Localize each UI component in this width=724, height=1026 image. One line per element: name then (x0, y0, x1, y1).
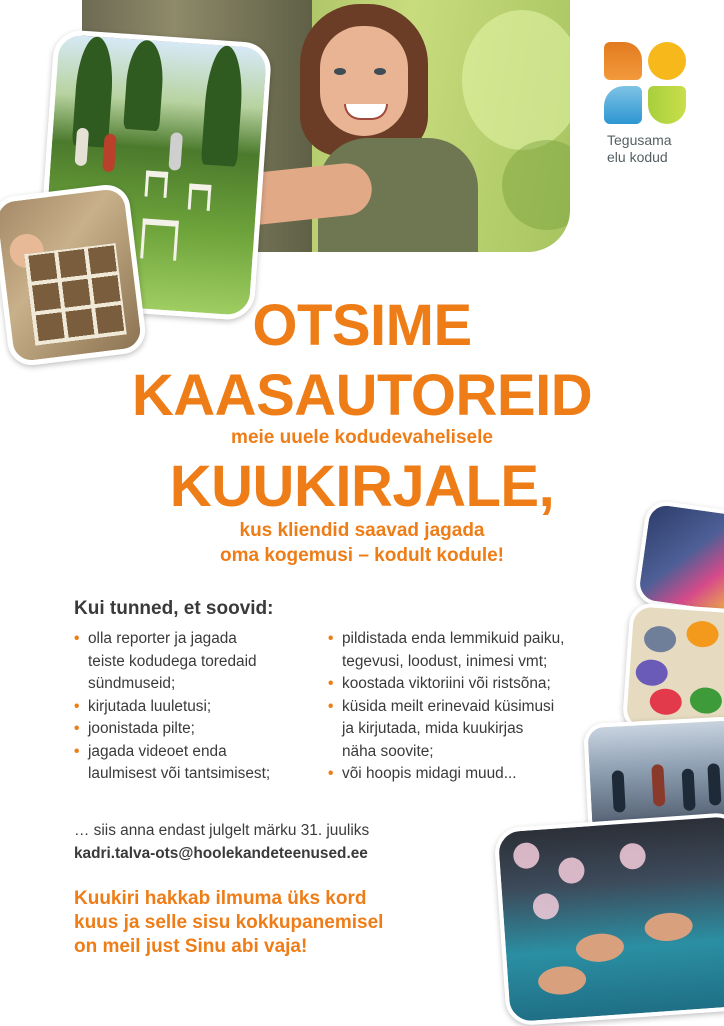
logo (604, 42, 688, 128)
list-item: • kirjutada luuletusi; (74, 697, 212, 715)
list-item: • küsida meilt erinevaid küsimusi ja kirjutada, mida kuukirjas näha soovite; (328, 697, 555, 760)
logo-text (607, 132, 672, 166)
logo-cloud-icon (604, 86, 642, 124)
headline-otsime: OTSIME (252, 293, 472, 358)
wish-list-right (328, 628, 598, 786)
logo-sun-icon (648, 42, 686, 80)
logo-text-line2: elu kodud (607, 149, 668, 165)
list-item: • olla reporter ja jagada teiste kodudega toredaid sündmuseid; (74, 630, 257, 692)
list-item: • või hoopis midagi muud... (328, 765, 517, 782)
contact-block (74, 820, 369, 865)
logo-grass-icon (648, 86, 686, 124)
contact-email[interactable]: kadri.talva-ots@hoolekandeteenused.ee (74, 844, 368, 862)
headline-tagline-2: oma kogemusi – kodult kodule! (220, 545, 504, 566)
list-item: • jagada videoet enda laulmisest või tantsimisest; (74, 742, 271, 782)
contact-line: … siis anna endast julgelt märku 31. juuliks (74, 822, 370, 839)
photo-spa-pool (493, 812, 724, 1026)
footer-note: Kuukiri hakkab ilmuma üks kord kuus ja selle sisu kokkupanemisel on meil just Sinu abi vaja! (74, 888, 384, 957)
logo-k-icon (604, 42, 642, 80)
headline-kaasautoreid: KAASAUTOREID (131, 363, 593, 428)
section-title: Kui tunned, et soovid: (74, 598, 274, 619)
photo-handprints-board (633, 499, 724, 617)
logo-text-line1: Tegusama (607, 132, 672, 148)
headline-kuukirjale: KUUKIRJALE, (169, 454, 555, 519)
headline-subline: meie uuele kodudevahelisele (231, 427, 493, 448)
headline-tagline-1: kus kliendid saavad jagada (239, 520, 485, 541)
list-item: • pildistada enda lemmikuid paiku, tegevusi, loodust, inimesi vmt; (328, 630, 565, 670)
wish-list-left (74, 628, 334, 786)
list-item: • koostada viktoriini või ristsõna; (328, 675, 551, 692)
list-item: • joonistada pilte; (74, 720, 195, 737)
